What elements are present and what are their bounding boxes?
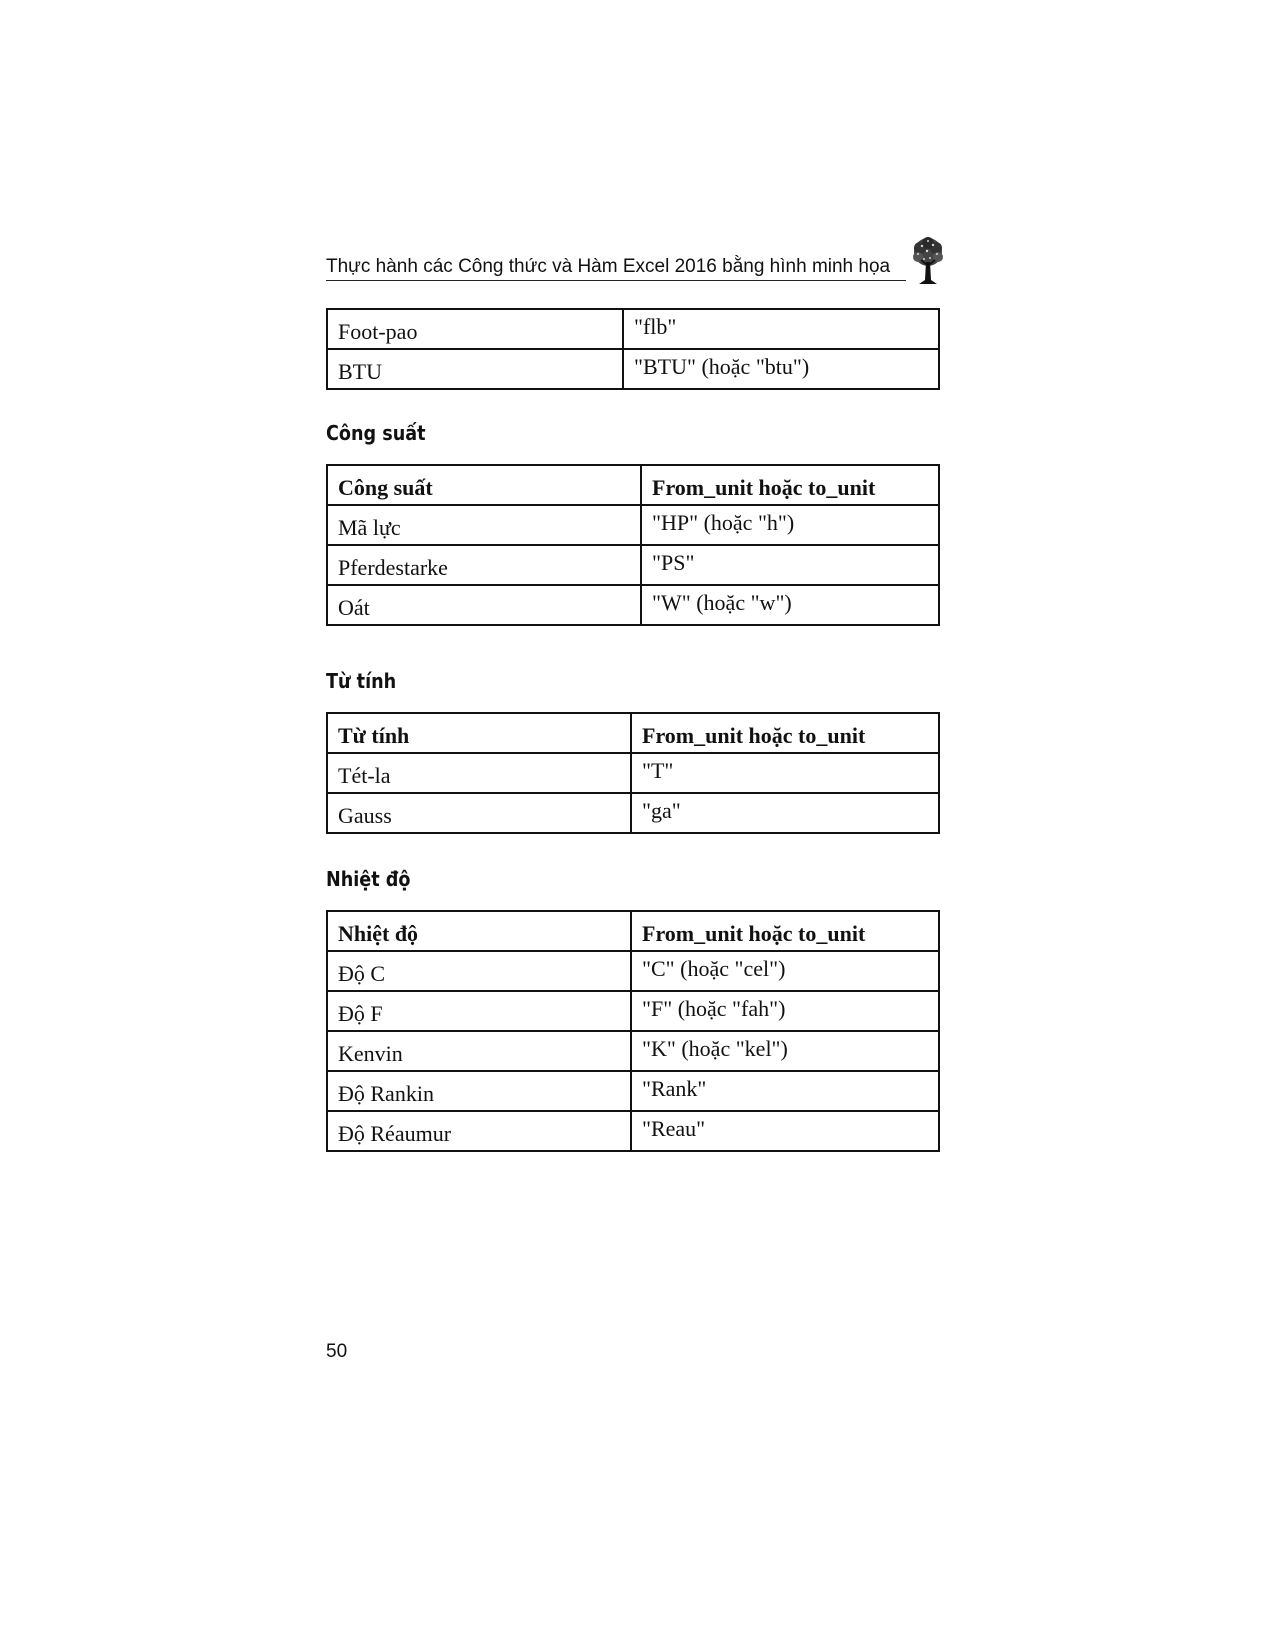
unit-name-cell: Kenvin [327,1031,631,1071]
column-header: Từ tính [327,713,631,753]
page-number: 50 [326,1341,348,1362]
column-header: From_unit hoặc to_unit [631,713,939,753]
unit-name-cell: Gauss [327,793,631,833]
unit-code-cell: "W" (hoặc "w") [641,585,939,625]
temperature-table [326,910,940,1152]
unit-name-cell: Độ Réaumur [327,1111,631,1151]
table-header-row [327,713,939,753]
table-row [327,1071,939,1111]
table-row [327,545,939,585]
table-row [327,349,939,389]
section-title-magnetism: Từ tính [326,669,397,693]
table-header-row [327,911,939,951]
table-row [327,753,939,793]
running-header [326,238,906,281]
unit-code-cell: "C" (hoặc "cel") [631,951,939,991]
table-row [327,951,939,991]
unit-code-cell: "ga" [631,793,939,833]
unit-name-cell: Độ F [327,991,631,1031]
column-header: From_unit hoặc to_unit [641,465,939,505]
table-row [327,991,939,1031]
unit-code-cell: "F" (hoặc "fah") [631,991,939,1031]
unit-name-cell: BTU [327,349,623,389]
unit-code-cell: "K" (hoặc "kel") [631,1031,939,1071]
power-table [326,464,940,626]
section-title-temperature: Nhiệt độ [326,867,411,891]
unit-code-cell: "PS" [641,545,939,585]
column-header: From_unit hoặc to_unit [631,911,939,951]
table-row [327,309,939,349]
table-row [327,585,939,625]
table-header-row [327,465,939,505]
unit-code-cell: "flb" [623,309,939,349]
energy-table [326,308,940,390]
unit-name-cell: Foot-pao [327,309,623,349]
column-header: Công suất [327,465,641,505]
unit-name-cell: Oát [327,585,641,625]
unit-code-cell: "T" [631,753,939,793]
table-row [327,1031,939,1071]
book-title: Thực hành các Công thức và Hàm Excel 2016 bằng hình minh họa [326,256,891,277]
unit-name-cell: Độ Rankin [327,1071,631,1111]
unit-code-cell: "Rank" [631,1071,939,1111]
column-header: Nhiệt độ [327,911,631,951]
unit-code-cell: "HP" (hoặc "h") [641,505,939,545]
table-row [327,505,939,545]
tree-icon [906,236,950,286]
table-row [327,1111,939,1151]
section-title-power: Công suất [326,421,426,445]
unit-code-cell: "BTU" (hoặc "btu") [623,349,939,389]
unit-name-cell: Độ C [327,951,631,991]
unit-name-cell: Pferdestarke [327,545,641,585]
unit-name-cell: Mã lực [327,505,641,545]
table-row [327,793,939,833]
magnetism-table [326,712,940,834]
unit-code-cell: "Reau" [631,1111,939,1151]
unit-name-cell: Tét-la [327,753,631,793]
